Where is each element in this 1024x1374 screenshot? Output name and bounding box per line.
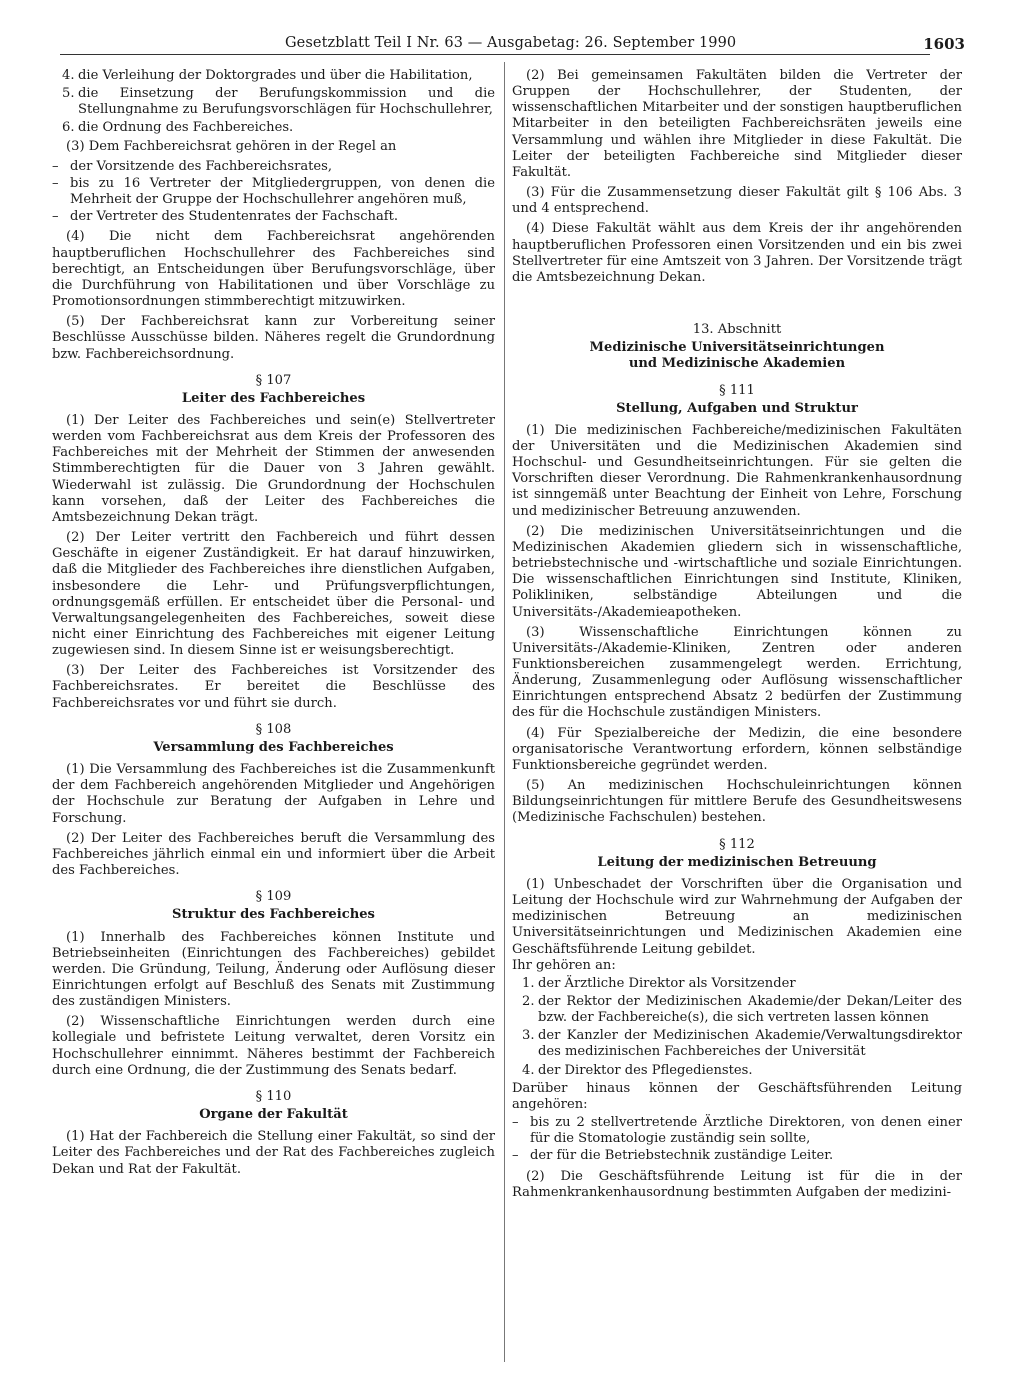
section-title-110: Organe der Fakultät xyxy=(199,1107,348,1123)
section-title-109: Struktur des Fachbereiches xyxy=(172,907,375,923)
page-header xyxy=(60,32,965,58)
paragraph-110-3: (3) Für die Zusammensetzung dieser Fakultät gilt § 106 Abs. 3 und 4 entsprechend. xyxy=(512,185,962,217)
section-number-111: § 111 xyxy=(719,382,755,398)
list-item-number: 1. xyxy=(522,975,535,991)
paragraph-110-1: (1) Hat der Fachbereich die Stellung einer Fakultät, so sind der Leiter des Fachbereiches und der Rat des Fachbereiches zugleich Dekan und Rat der Fakultät. xyxy=(52,1129,495,1177)
section-number-107: § 107 xyxy=(255,372,292,388)
spacer xyxy=(512,290,962,312)
dash-item xyxy=(52,209,495,225)
list-item-text: der Kanzler der Medizinischen Akademie/Verwaltungsdirektor des medizinischen Fachbereiches der Universität xyxy=(538,1028,962,1060)
chapter-title-line-2: und Medizinische Akademien xyxy=(628,356,846,372)
dash-item xyxy=(52,159,495,175)
paragraph-111-3: (3) Wissenschaftliche Einrichtungen können zu Universitäts-/Akademie-Kliniken, Zentren oder anderen Funktionsbereichen zusammengelegt werden. Errichtung, Änderung, Zusammenlegung oder Auflösung wissenschaftlicher Einrichtungen entsprechend Absatz 2 bedürfen der Zustimmung des für die Hochschule zuständigen Ministers. xyxy=(512,624,962,721)
paragraph-112-2: (2) Die Geschäftsführende Leitung ist für die in der Rahmenkrankenhausordnung bestimmten Aufgaben der medizini- xyxy=(512,1168,962,1200)
paragraph-112-1: (1) Unbeschadet der Vorschriften über die Organisation und Leitung der Hochschule wird zur Wahrnehmung der Aufgaben der medizinischen Betreuung an medizinischen Universitätseinrichtungen und Medizinischen Akademien eine Geschäftsführende Leitung gebildet. xyxy=(512,876,962,957)
paragraph-111-5: (5) An medizinischen Hochschuleinrichtungen können Bildungseinrichtungen für mittlere Berufe des Gesundheitswesens (Medizinische Fachschulen) bestehen. xyxy=(512,778,962,826)
section-title-107: Leiter des Fachbereiches xyxy=(181,390,366,406)
list-item-number: 4. xyxy=(62,68,75,83)
section-number-108: § 108 xyxy=(255,721,292,737)
list-item-text: die Einsetzung der Berufungskommission und die Stellungnahme zu Berufungsvorschlägen für Hochschullehrer, xyxy=(78,86,495,118)
paragraph-109-1: (1) Innerhalb des Fachbereiches können Institute und Betriebseinheiten (Einrichtungen des Fachbereiches) gebildet werden. Die Gründung, Teilung, Änderung oder Auflösung dieser Einrichtungen erfolgt auf Beschluß des Senats mit Zustimmung des zuständigen Ministers. xyxy=(52,929,495,1010)
dash-marker: – xyxy=(52,158,59,174)
dash-marker: – xyxy=(512,1148,519,1164)
dash-item xyxy=(52,176,495,208)
list-item-number: 3. xyxy=(522,1028,535,1044)
left-column xyxy=(52,68,495,1182)
section-number-110: § 110 xyxy=(255,1088,292,1104)
chapter-title-line-1: Medizinische Universitätseinrichtungen xyxy=(589,340,885,356)
section-title-112: Leitung der medizinischen Betreuung xyxy=(597,854,877,870)
dash-item-text: der Vorsitzende des Fachbereichsrates, xyxy=(70,158,333,174)
paragraph-107-1: (1) Der Leiter des Fachbereiches und sein(e) Stellvertreter werden vom Fachbereichsrat aus dem Kreis der Professoren des Fachbereiches mit der Mehrheit der Stimmen der anwesenden Stimmberechtigten für die Dauer von 3 Jahren gewählt. Wiederwahl ist zulässig. Die Grundordnung der Hochschulen kann vorsehen, daß der Leiter des Fachbereiches die Amtsbezeichnung Dekan trägt. xyxy=(52,412,495,525)
dash-marker: – xyxy=(52,175,59,191)
dash-item-text: der Vertreter des Studentenrates der Fachschaft. xyxy=(70,209,399,225)
paragraph-111-2: (2) Die medizinischen Universitätseinrichtungen und die Medizinischen Akademien gliedern sich in wissenschaftliche, betriebstechnische und -wirtschaftliche und soziale Einrichtungen. Die wissenschaftlichen Einrichtungen sind Institute, Kliniken, Polikliniken, selbständige Abteilungen und die Universitäts-/Akademieapotheken. xyxy=(512,523,962,620)
list-item xyxy=(52,86,495,118)
chapter-label: 13. Abschnitt xyxy=(692,322,782,338)
list-item xyxy=(512,1063,962,1079)
paragraph-106-4: (4) Die nicht dem Fachbereichsrat angehörenden hauptberuflichen Hochschullehrer des Fachbereiches sind berechtigt, an Entscheidungen über Berufungsvorschläge, über die Durchführung von Habilitationen und über Vorschläge zu Promotionsordnungen stimmberechtigt mitzuwirken. xyxy=(52,229,495,310)
dash-item-text: der für die Betriebstechnik zuständige Leiter. xyxy=(530,1148,834,1164)
dash-marker: – xyxy=(52,209,59,225)
list-item-text: der Rektor der Medizinischen Akademie/der Dekan/Leiter des bzw. der Fachbereiche(s), die sich vertreten lassen können xyxy=(538,993,962,1026)
dash-item xyxy=(512,1148,962,1164)
list-item-number: 5. xyxy=(62,86,75,102)
header-title: Gesetzblatt Teil I Nr. 63 — Ausgabetag: 26. September 1990 xyxy=(285,35,737,51)
list-item-text: der Direktor des Pflegedienstes. xyxy=(538,1062,753,1078)
paragraph-106-5: (5) Der Fachbereichsrat kann zur Vorbereitung seiner Beschlüsse Ausschüsse bilden. Näheres regelt die Grundordnung bzw. Fachbereichsordnung. xyxy=(52,314,495,362)
list-item-number: 2. xyxy=(522,993,535,1009)
paragraph-111-4: (4) Für Spezialbereiche der Medizin, die eine besondere organisatorische Verantwortung erfordern, können selbständige Funktionsbereiche gegründet werden. xyxy=(512,725,962,773)
paragraph-108-1: (1) Die Versammlung des Fachbereiches ist die Zusammenkunft der dem Fachbereich angehörenden Mitglieder und Angehörigen der Hochschule zur Beratung der Aufgaben in Lehre und Forschung. xyxy=(52,762,495,826)
chapter-title xyxy=(512,340,962,372)
paragraph-110-2: (2) Bei gemeinsamen Fakultäten bilden die Vertreter der Gruppen der Hochschullehrer, der Studenten, der wissenschaftlichen Mitarbeiter und der sonstigen hauptberuflichen Mitarbeiter in den beteiligten Fachbereichsräten jeweils eine Versammlung und wählen ihre Mitglieder in diese Fakultät. Die Leiter der beteiligten Fachbereiche sind Mitglieder dieser Fakultät. xyxy=(512,68,962,180)
list-item-number: 4. xyxy=(522,1062,535,1078)
header-rule xyxy=(60,54,930,55)
list-item xyxy=(52,120,495,136)
page-number: 1603 xyxy=(923,35,965,53)
column-divider xyxy=(504,62,505,1362)
paragraph-106-3-intro: (3) Dem Fachbereichsrat gehören in der Regel an xyxy=(66,138,397,154)
paragraph-110-4: (4) Diese Fakultät wählt aus dem Kreis der ihr angehörenden hauptberuflichen Professoren einen Vorsitzenden und ein bis zwei Stellvertreter für eine Amtszeit von 3 Jahren. Der Vorsitzende trägt die Amtsbezeichnung Dekan. xyxy=(512,221,962,285)
section-title-108: Versammlung des Fachbereiches xyxy=(153,739,394,755)
list-item xyxy=(52,68,495,84)
list-item-text: die Verleihung der Doktorgrades und über die Habilitation, xyxy=(78,68,473,83)
members-intro: Ihr gehören an: xyxy=(512,957,616,973)
right-column xyxy=(512,68,962,1205)
paragraph-107-3: (3) Der Leiter des Fachbereiches ist Vorsitzender des Fachbereichsrates. Er bereitet die Beschlüsse des Fachbereichsrates vor und führt sie durch. xyxy=(52,663,495,711)
additional-members-intro: Darüber hinaus können der Geschäftsführenden Leitung angehören: xyxy=(512,1080,962,1112)
section-number-112: § 112 xyxy=(719,836,755,852)
section-title-111: Stellung, Aufgaben und Struktur xyxy=(616,400,858,416)
paragraph-111-1: (1) Die medizinischen Fachbereiche/medizinischen Fakultäten der Universitäten und die Medizinischen Akademien sind Hochschul- und Gesundheitseinrichtungen. Für sie gelten die Vorschriften dieser Verordnung. Die Rahmenkrankenhausordnung ist sinngemäß unter Beachtung der Einheit von Lehre, Forschung und medizinischer Betreuung anzuwenden. xyxy=(512,422,962,519)
dash-item-text: bis zu 16 Vertreter der Mitgliedergruppen, von denen die Mehrheit der Gruppe der Hochschullehrer angehören muß, xyxy=(70,175,495,208)
section-number-109: § 109 xyxy=(255,889,292,905)
paragraph-108-2: (2) Der Leiter des Fachbereiches beruft die Versammlung des Fachbereiches jährlich einmal ein und informiert über die Arbeit des Fachbereiches. xyxy=(52,830,495,879)
list-item xyxy=(512,976,962,992)
list-item-text: die Ordnung des Fachbereiches. xyxy=(78,120,294,136)
list-item-number: 6. xyxy=(62,120,75,136)
list-item xyxy=(512,994,962,1026)
list-item xyxy=(512,1028,962,1060)
paragraph-107-2: (2) Der Leiter vertritt den Fachbereich und führt dessen Geschäfte in eigener Zuständigkeit. Er hat darauf hinzuwirken, daß die Mitglieder des Fachbereiches ihre dienstlichen Aufgaben, insbesondere die Lehr- und Prüfungsverpflichtungen, ordnungsgemäß erfüllen. Er entscheidet über die Personal- und Verwaltungsangelegenheiten des Fachbereiches, soweit diese nicht einer Einrichtung des Fachbereiches mit eigener Leitung zugewiesen sind. In diesem Sinne ist er weisungsberechtigt. xyxy=(52,530,495,659)
paragraph-109-2: (2) Wissenschaftliche Einrichtungen werden durch eine kollegiale und befristete Leitung verwaltet, deren Vorsitz ein Hochschullehrer einnimmt. Näheres bestimmt der Fachbereich durch eine Ordnung, die der Zustimmung des Senats bedarf. xyxy=(52,1014,495,1078)
dash-marker: – xyxy=(512,1115,519,1131)
list-item-text: der Ärztliche Direktor als Vorsitzender xyxy=(538,975,796,991)
dash-item xyxy=(512,1115,962,1147)
dash-item-text: bis zu 2 stellvertretende Ärztliche Direktoren, von denen einer für die Stomatologie zuständig sein sollte, xyxy=(530,1115,962,1147)
